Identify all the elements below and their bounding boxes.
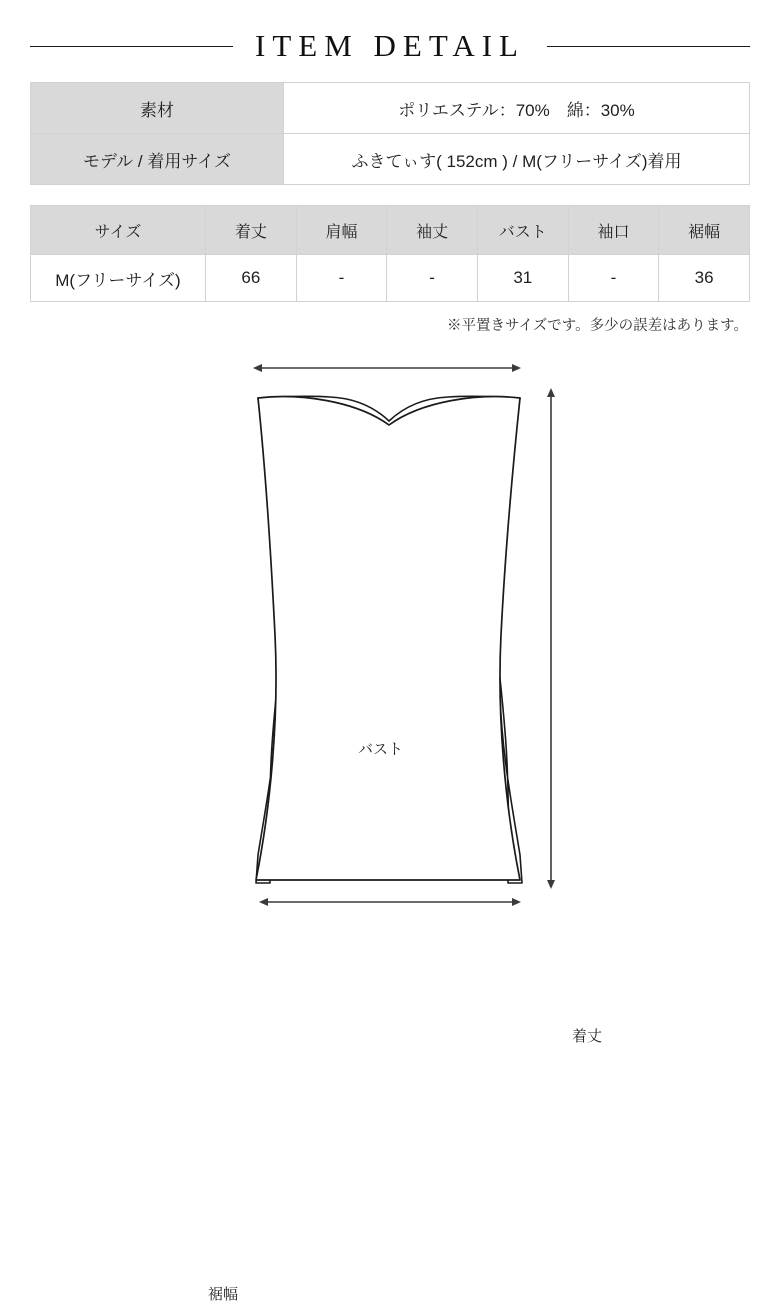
model-label: モデル / 着用サイズ (31, 134, 284, 185)
material-table (30, 82, 750, 185)
material-label: 素材 (31, 83, 284, 134)
garment-silhouette (256, 397, 520, 880)
size-cell-size: M(フリーサイズ) (31, 255, 206, 302)
hem-label: 裾幅 (208, 1286, 239, 1303)
size-table (30, 205, 750, 302)
table-row (31, 83, 750, 134)
page-header (0, 0, 780, 82)
size-header-cuff: 袖口 (568, 206, 659, 255)
garment-diagram (0, 335, 780, 1303)
model-value: ふきてぃす( 152cm ) / M(フリーサイズ)着用 (284, 134, 750, 185)
size-header-sleeve: 袖丈 (387, 206, 478, 255)
header-rule-right (547, 46, 750, 47)
size-header-bust: バスト (477, 206, 568, 255)
size-cell-bust: 31 (477, 255, 568, 302)
material-value: ポリエステル：70% 綿：30% (284, 83, 750, 134)
size-cell-hem: 36 (659, 255, 750, 302)
size-cell-sleeve: - (387, 255, 478, 302)
size-header-hem: 裾幅 (659, 206, 750, 255)
size-header-length: 着丈 (206, 206, 297, 255)
table-row (31, 255, 750, 302)
bust-label: バスト (358, 741, 404, 758)
size-cell-shoulder: - (296, 255, 387, 302)
size-header-shoulder: 肩幅 (296, 206, 387, 255)
length-label: 着丈 (572, 1028, 603, 1045)
size-header-size: サイズ (31, 206, 206, 255)
header-rule-left (30, 46, 233, 47)
size-cell-length: 66 (206, 255, 297, 302)
size-note: ※平置きサイズです。多少の誤差はあります。 (446, 318, 748, 334)
page-title: ITEM DETAIL (255, 28, 525, 63)
material-table-wrapper (0, 82, 780, 302)
table-header-row (31, 206, 750, 255)
garment-diagram-svg (0, 335, 780, 935)
table-row (31, 134, 750, 185)
size-cell-cuff: - (568, 255, 659, 302)
